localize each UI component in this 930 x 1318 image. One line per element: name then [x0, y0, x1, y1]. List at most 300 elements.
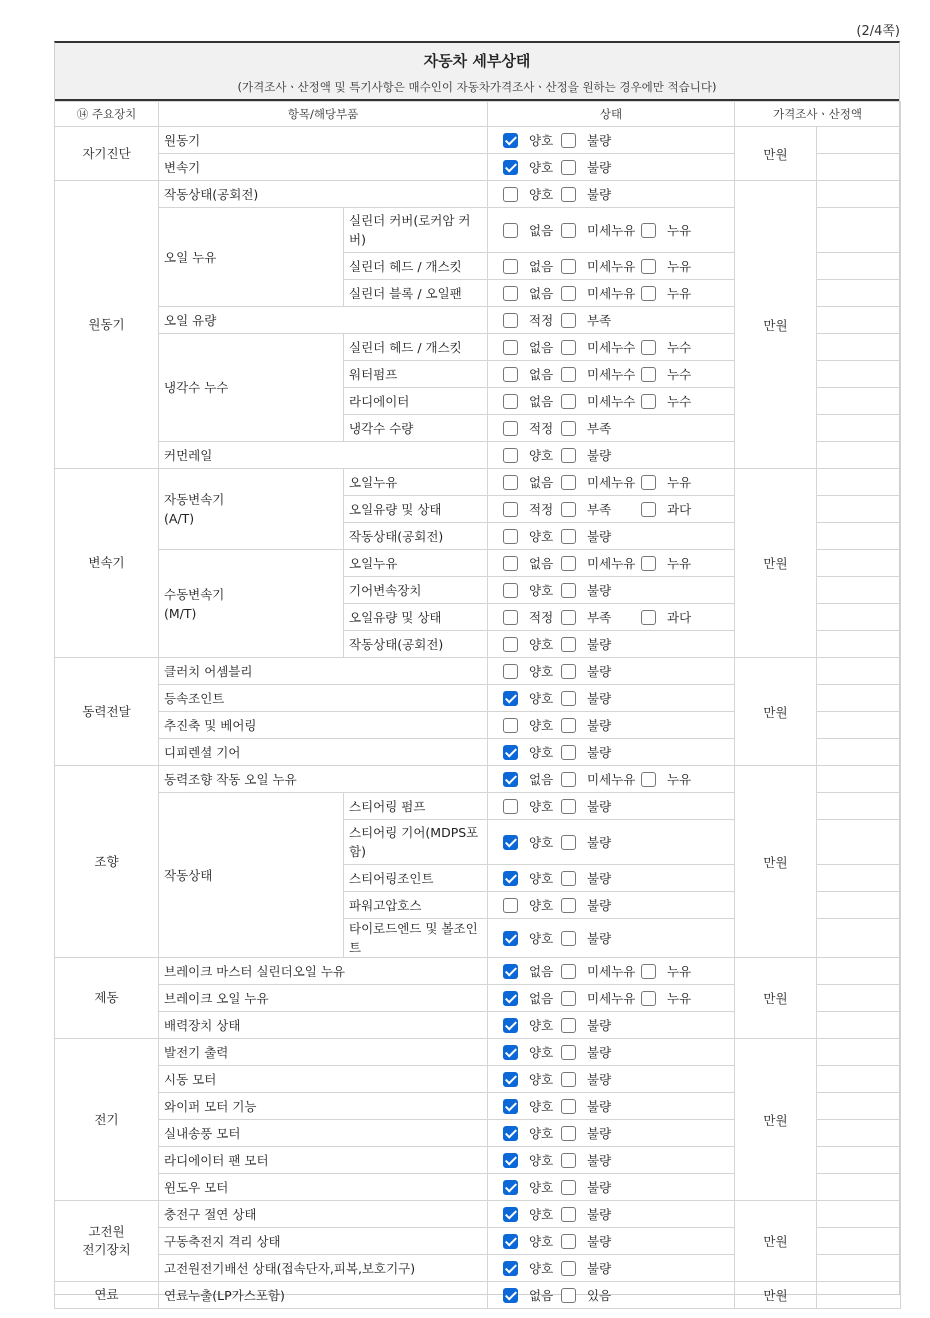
checkbox[interactable] — [561, 1288, 576, 1303]
state-option[interactable] — [561, 419, 641, 437]
option-label: 불량 — [587, 160, 612, 175]
checkbox[interactable] — [561, 133, 576, 148]
state-option[interactable] — [503, 869, 561, 887]
checkbox[interactable] — [561, 691, 576, 706]
checkbox[interactable] — [561, 637, 576, 652]
price-input-cell[interactable] — [817, 1039, 901, 1066]
state-option[interactable] — [561, 581, 641, 599]
checkbox-checked[interactable] — [503, 1045, 518, 1060]
price-input-cell[interactable] — [817, 361, 901, 388]
state-option[interactable] — [503, 608, 561, 626]
state-option[interactable] — [561, 365, 641, 383]
state-option[interactable] — [561, 797, 641, 815]
checkbox-checked[interactable] — [503, 772, 518, 787]
detail-table — [54, 101, 901, 1309]
price-unit: 만원 — [735, 1282, 817, 1309]
item-label: 등속조인트 — [159, 685, 488, 712]
state-option[interactable] — [561, 1178, 641, 1196]
page-number: (2/4쪽) — [856, 24, 900, 39]
state-option[interactable] — [503, 527, 561, 545]
state-option[interactable] — [561, 527, 641, 545]
state-option[interactable] — [503, 1205, 561, 1223]
checkbox[interactable] — [641, 610, 656, 625]
checkbox[interactable] — [503, 664, 518, 679]
state-option[interactable] — [503, 1097, 561, 1115]
state-option[interactable] — [503, 284, 561, 302]
price-input-cell[interactable] — [817, 1174, 901, 1201]
option-label: 누수 — [667, 340, 692, 355]
price-input-cell[interactable] — [817, 766, 901, 793]
option-label: 불량 — [587, 529, 612, 544]
state-option[interactable] — [503, 1043, 561, 1061]
option-label: 양호 — [529, 1207, 554, 1222]
option-label: 없음 — [529, 340, 554, 355]
checkbox-checked[interactable] — [503, 745, 518, 760]
state-option[interactable] — [561, 869, 641, 887]
checkbox[interactable] — [561, 187, 576, 202]
state-option[interactable] — [561, 770, 641, 788]
state-options — [488, 712, 735, 739]
state-option[interactable] — [561, 1205, 641, 1223]
checkbox[interactable] — [561, 745, 576, 760]
checkbox[interactable] — [503, 799, 518, 814]
checkbox[interactable] — [561, 1234, 576, 1249]
checkbox[interactable] — [503, 502, 518, 517]
state-option[interactable] — [641, 962, 691, 980]
state-options — [488, 1066, 735, 1093]
checkbox[interactable] — [561, 871, 576, 886]
table-row — [55, 658, 901, 685]
option-label: 불량 — [587, 187, 612, 202]
checkbox-checked[interactable] — [503, 133, 518, 148]
option-label: 불량 — [587, 898, 612, 913]
price-input-cell[interactable] — [817, 442, 901, 469]
option-label: 적정 — [529, 421, 554, 436]
state-option[interactable] — [503, 1070, 561, 1088]
checkbox-checked[interactable] — [503, 1180, 518, 1195]
state-option[interactable] — [641, 608, 691, 626]
price-input-cell[interactable] — [817, 1147, 901, 1174]
state-options — [488, 280, 735, 307]
state-option[interactable] — [561, 962, 641, 980]
item-label: 실린더 블록 / 오일팬 — [344, 280, 488, 307]
checkbox[interactable] — [503, 556, 518, 571]
checkbox[interactable] — [561, 160, 576, 175]
state-option[interactable] — [503, 1178, 561, 1196]
price-input-cell[interactable] — [817, 793, 901, 820]
state-options — [488, 181, 735, 208]
state-option[interactable] — [503, 689, 561, 707]
state-option[interactable] — [561, 716, 641, 734]
checkbox[interactable] — [561, 799, 576, 814]
checkbox[interactable] — [561, 1072, 576, 1087]
state-option[interactable] — [561, 221, 641, 239]
price-input-cell[interactable] — [817, 307, 901, 334]
item-label: 기어변속장치 — [344, 577, 488, 604]
state-option[interactable] — [503, 962, 561, 980]
price-input-cell[interactable] — [817, 631, 901, 658]
option-label: 양호 — [529, 133, 554, 148]
checkbox-checked[interactable] — [503, 1072, 518, 1087]
state-option[interactable] — [561, 131, 641, 149]
state-option[interactable] — [561, 338, 641, 356]
checkbox[interactable] — [641, 556, 656, 571]
state-option[interactable] — [561, 1259, 641, 1277]
option-label: 불량 — [587, 1234, 612, 1249]
state-option[interactable] — [503, 716, 561, 734]
price-input-cell[interactable] — [817, 577, 901, 604]
option-label: 불량 — [587, 718, 612, 733]
item-label: 커먼레일 — [159, 442, 488, 469]
checkbox[interactable] — [641, 502, 656, 517]
checkbox[interactable] — [561, 835, 576, 850]
state-option[interactable] — [561, 929, 641, 947]
state-option[interactable] — [503, 392, 561, 410]
table-row — [55, 1039, 901, 1066]
price-input-cell[interactable] — [817, 253, 901, 280]
option-label: 양호 — [529, 160, 554, 175]
state-option[interactable] — [561, 257, 641, 275]
state-option[interactable] — [503, 1016, 561, 1034]
state-option[interactable] — [561, 662, 641, 680]
price-input-cell[interactable] — [817, 415, 901, 442]
option-label: 없음 — [529, 286, 554, 301]
checkbox[interactable] — [503, 475, 518, 490]
option-label: 미세누수 — [587, 394, 636, 409]
item-label: 라디에이터 팬 모터 — [159, 1147, 488, 1174]
state-option[interactable] — [503, 896, 561, 914]
state-option[interactable] — [503, 743, 561, 761]
state-option[interactable] — [561, 833, 641, 851]
state-option[interactable] — [503, 338, 561, 356]
checkbox-checked[interactable] — [503, 991, 518, 1006]
option-label: 과다 — [667, 610, 692, 625]
state-option[interactable] — [503, 185, 561, 203]
state-option[interactable] — [641, 473, 691, 491]
state-option[interactable] — [503, 1259, 561, 1277]
price-input-cell[interactable] — [817, 865, 901, 892]
checkbox[interactable] — [561, 475, 576, 490]
price-input-cell[interactable] — [817, 820, 901, 865]
option-label: 미세누유 — [587, 286, 636, 301]
state-option[interactable] — [561, 446, 641, 464]
checkbox-checked[interactable] — [503, 871, 518, 886]
checkbox-checked[interactable] — [503, 1207, 518, 1222]
state-option[interactable] — [561, 392, 641, 410]
price-input-cell[interactable] — [817, 1093, 901, 1120]
checkbox[interactable] — [561, 1207, 576, 1222]
state-option[interactable] — [503, 989, 561, 1007]
checkbox[interactable] — [561, 898, 576, 913]
checkbox[interactable] — [503, 286, 518, 301]
checkbox[interactable] — [561, 340, 576, 355]
option-label: 양호 — [529, 664, 554, 679]
checkbox-checked[interactable] — [503, 1234, 518, 1249]
table-row — [55, 1201, 901, 1228]
checkbox[interactable] — [561, 313, 576, 328]
checkbox[interactable] — [561, 1126, 576, 1141]
checkbox[interactable] — [641, 340, 656, 355]
checkbox-checked[interactable] — [503, 160, 518, 175]
state-option[interactable] — [561, 896, 641, 914]
price-input-cell[interactable] — [817, 1012, 901, 1039]
item-label: 워터펌프 — [344, 361, 488, 388]
checkbox[interactable] — [561, 664, 576, 679]
checkbox-checked[interactable] — [503, 1099, 518, 1114]
checkbox-checked[interactable] — [503, 691, 518, 706]
checkbox[interactable] — [641, 772, 656, 787]
state-option[interactable] — [503, 446, 561, 464]
checkbox-checked[interactable] — [503, 1261, 518, 1276]
price-input-cell[interactable] — [817, 523, 901, 550]
price-input-cell[interactable] — [817, 469, 901, 496]
option-label: 없음 — [529, 1288, 554, 1303]
state-option[interactable] — [561, 635, 641, 653]
option-label: 양호 — [529, 898, 554, 913]
checkbox[interactable] — [641, 394, 656, 409]
price-input-cell[interactable] — [817, 658, 901, 685]
state-option[interactable] — [503, 158, 561, 176]
checkbox[interactable] — [561, 1018, 576, 1033]
checkbox[interactable] — [641, 475, 656, 490]
price-input-cell[interactable] — [817, 892, 901, 919]
checkbox[interactable] — [561, 1180, 576, 1195]
state-options — [488, 1282, 735, 1309]
option-label: 누유 — [667, 556, 692, 571]
checkbox-checked[interactable] — [503, 964, 518, 979]
state-options — [488, 766, 735, 793]
price-input-cell[interactable] — [817, 181, 901, 208]
state-option[interactable] — [561, 554, 641, 572]
state-option[interactable] — [503, 554, 561, 572]
option-label: 부족 — [587, 421, 612, 436]
state-option[interactable] — [503, 500, 561, 518]
state-option[interactable] — [561, 158, 641, 176]
state-option[interactable] — [503, 1151, 561, 1169]
item-label: 스티어링조인트 — [344, 865, 488, 892]
checkbox[interactable] — [503, 394, 518, 409]
checkbox[interactable] — [561, 1099, 576, 1114]
price-input-cell[interactable] — [817, 604, 901, 631]
price-input-cell[interactable] — [817, 388, 901, 415]
state-option[interactable] — [561, 1097, 641, 1115]
checkbox[interactable] — [503, 421, 518, 436]
price-input-cell[interactable] — [817, 1255, 901, 1282]
checkbox[interactable] — [503, 187, 518, 202]
checkbox[interactable] — [503, 898, 518, 913]
state-option[interactable] — [641, 989, 691, 1007]
state-option[interactable] — [503, 833, 561, 851]
checkbox[interactable] — [561, 772, 576, 787]
checkbox[interactable] — [503, 610, 518, 625]
price-input-cell[interactable] — [817, 496, 901, 523]
checkbox[interactable] — [561, 286, 576, 301]
price-input-cell[interactable] — [817, 985, 901, 1012]
checkbox[interactable] — [561, 991, 576, 1006]
state-option[interactable] — [641, 500, 691, 518]
price-input-cell[interactable] — [817, 712, 901, 739]
checkbox[interactable] — [561, 367, 576, 382]
price-input-cell[interactable] — [817, 919, 901, 958]
state-options — [488, 1255, 735, 1282]
state-option[interactable] — [561, 1016, 641, 1034]
checkbox[interactable] — [561, 583, 576, 598]
state-option[interactable] — [561, 989, 641, 1007]
option-label: 불량 — [587, 664, 612, 679]
checkbox[interactable] — [561, 964, 576, 979]
form-title: 자동차 세부상태 — [423, 52, 531, 70]
price-input-cell[interactable] — [817, 208, 901, 253]
state-option[interactable] — [503, 1124, 561, 1142]
checkbox[interactable] — [503, 259, 518, 274]
checkbox[interactable] — [561, 259, 576, 274]
state-option[interactable] — [561, 1070, 641, 1088]
checkbox[interactable] — [641, 223, 656, 238]
checkbox[interactable] — [503, 529, 518, 544]
item-group: 오일 누유 — [159, 208, 344, 307]
section-name: 조향 — [55, 766, 159, 958]
state-option[interactable] — [503, 797, 561, 815]
state-option[interactable] — [561, 608, 641, 626]
checkbox[interactable] — [641, 286, 656, 301]
price-input-cell[interactable] — [817, 1228, 901, 1255]
checkbox[interactable] — [503, 448, 518, 463]
state-option[interactable] — [561, 689, 641, 707]
item-label: 실린더 헤드 / 개스킷 — [344, 253, 488, 280]
state-option[interactable] — [561, 1124, 641, 1142]
checkbox[interactable] — [561, 610, 576, 625]
state-option[interactable] — [503, 221, 561, 239]
state-option[interactable] — [503, 635, 561, 653]
state-option[interactable] — [641, 554, 691, 572]
state-option[interactable] — [503, 365, 561, 383]
checkbox[interactable] — [561, 1153, 576, 1168]
checkbox[interactable] — [503, 637, 518, 652]
state-option[interactable] — [503, 929, 561, 947]
state-option[interactable] — [503, 131, 561, 149]
checkbox[interactable] — [641, 367, 656, 382]
price-input-cell[interactable] — [817, 154, 901, 181]
checkbox[interactable] — [561, 502, 576, 517]
price-input-cell[interactable] — [817, 1066, 901, 1093]
state-option[interactable] — [561, 311, 641, 329]
price-input-cell[interactable] — [817, 280, 901, 307]
option-label: 누유 — [667, 772, 692, 787]
state-options — [488, 208, 735, 253]
state-option[interactable] — [561, 473, 641, 491]
state-option[interactable] — [503, 257, 561, 275]
state-option[interactable] — [641, 221, 691, 239]
checkbox[interactable] — [641, 259, 656, 274]
state-option[interactable] — [641, 284, 691, 302]
state-option[interactable] — [503, 581, 561, 599]
state-option[interactable] — [503, 1232, 561, 1250]
checkbox[interactable] — [561, 394, 576, 409]
option-label: 적정 — [529, 313, 554, 328]
checkbox-checked[interactable] — [503, 1153, 518, 1168]
state-options — [488, 892, 735, 919]
checkbox[interactable] — [503, 583, 518, 598]
state-option[interactable] — [503, 662, 561, 680]
checkbox[interactable] — [503, 340, 518, 355]
price-input-cell[interactable] — [817, 739, 901, 766]
state-option[interactable] — [561, 1151, 641, 1169]
checkbox[interactable] — [561, 556, 576, 571]
state-option[interactable] — [561, 1043, 641, 1061]
state-option[interactable] — [561, 185, 641, 203]
checkbox[interactable] — [503, 313, 518, 328]
checkbox-checked[interactable] — [503, 835, 518, 850]
price-input-cell[interactable] — [817, 1201, 901, 1228]
checkbox[interactable] — [503, 367, 518, 382]
checkbox[interactable] — [561, 448, 576, 463]
price-input-cell[interactable] — [817, 127, 901, 154]
checkbox-checked[interactable] — [503, 1288, 518, 1303]
checkbox[interactable] — [503, 718, 518, 733]
price-input-cell[interactable] — [817, 685, 901, 712]
state-option[interactable] — [503, 770, 561, 788]
option-label: 미세누유 — [587, 556, 636, 571]
state-option[interactable] — [561, 743, 641, 761]
checkbox[interactable] — [561, 931, 576, 946]
state-option[interactable] — [641, 770, 691, 788]
price-input-cell[interactable] — [817, 550, 901, 577]
state-option[interactable] — [503, 311, 561, 329]
state-option[interactable] — [561, 1286, 641, 1304]
checkbox[interactable] — [641, 964, 656, 979]
checkbox[interactable] — [503, 223, 518, 238]
state-options — [488, 577, 735, 604]
option-label: 불량 — [587, 133, 612, 148]
price-input-cell[interactable] — [817, 1282, 901, 1309]
col-state-header: 상태 — [488, 102, 735, 127]
table-row — [55, 958, 901, 985]
price-input-cell[interactable] — [817, 958, 901, 985]
item-label: 동력조향 작동 오일 누유 — [159, 766, 488, 793]
checkbox-checked[interactable] — [503, 931, 518, 946]
state-option[interactable] — [561, 500, 641, 518]
checkbox[interactable] — [561, 1261, 576, 1276]
option-label: 있음 — [587, 1288, 612, 1303]
checkbox[interactable] — [561, 223, 576, 238]
state-option[interactable] — [641, 257, 691, 275]
checkbox[interactable] — [561, 1045, 576, 1060]
item-label: 고전원전기배선 상태(접속단자,피복,보호기구) — [159, 1255, 488, 1282]
price-input-cell[interactable] — [817, 334, 901, 361]
checkbox[interactable] — [561, 718, 576, 733]
option-label: 불량 — [587, 835, 612, 850]
price-input-cell[interactable] — [817, 1120, 901, 1147]
state-option[interactable] — [641, 392, 691, 410]
option-label: 과다 — [667, 502, 692, 517]
checkbox-checked[interactable] — [503, 1126, 518, 1141]
option-label: 적정 — [529, 610, 554, 625]
checkbox[interactable] — [561, 421, 576, 436]
option-label: 불량 — [587, 691, 612, 706]
item-label: 작동상태(공회전) — [344, 631, 488, 658]
state-option[interactable] — [641, 365, 691, 383]
checkbox[interactable] — [561, 529, 576, 544]
state-option[interactable] — [503, 473, 561, 491]
state-option[interactable] — [561, 1232, 641, 1250]
option-label: 불량 — [587, 1099, 612, 1114]
checkbox-checked[interactable] — [503, 1018, 518, 1033]
checkbox[interactable] — [641, 991, 656, 1006]
state-option[interactable] — [641, 338, 691, 356]
state-option[interactable] — [561, 284, 641, 302]
state-option[interactable] — [503, 1286, 561, 1304]
state-option[interactable] — [503, 419, 561, 437]
